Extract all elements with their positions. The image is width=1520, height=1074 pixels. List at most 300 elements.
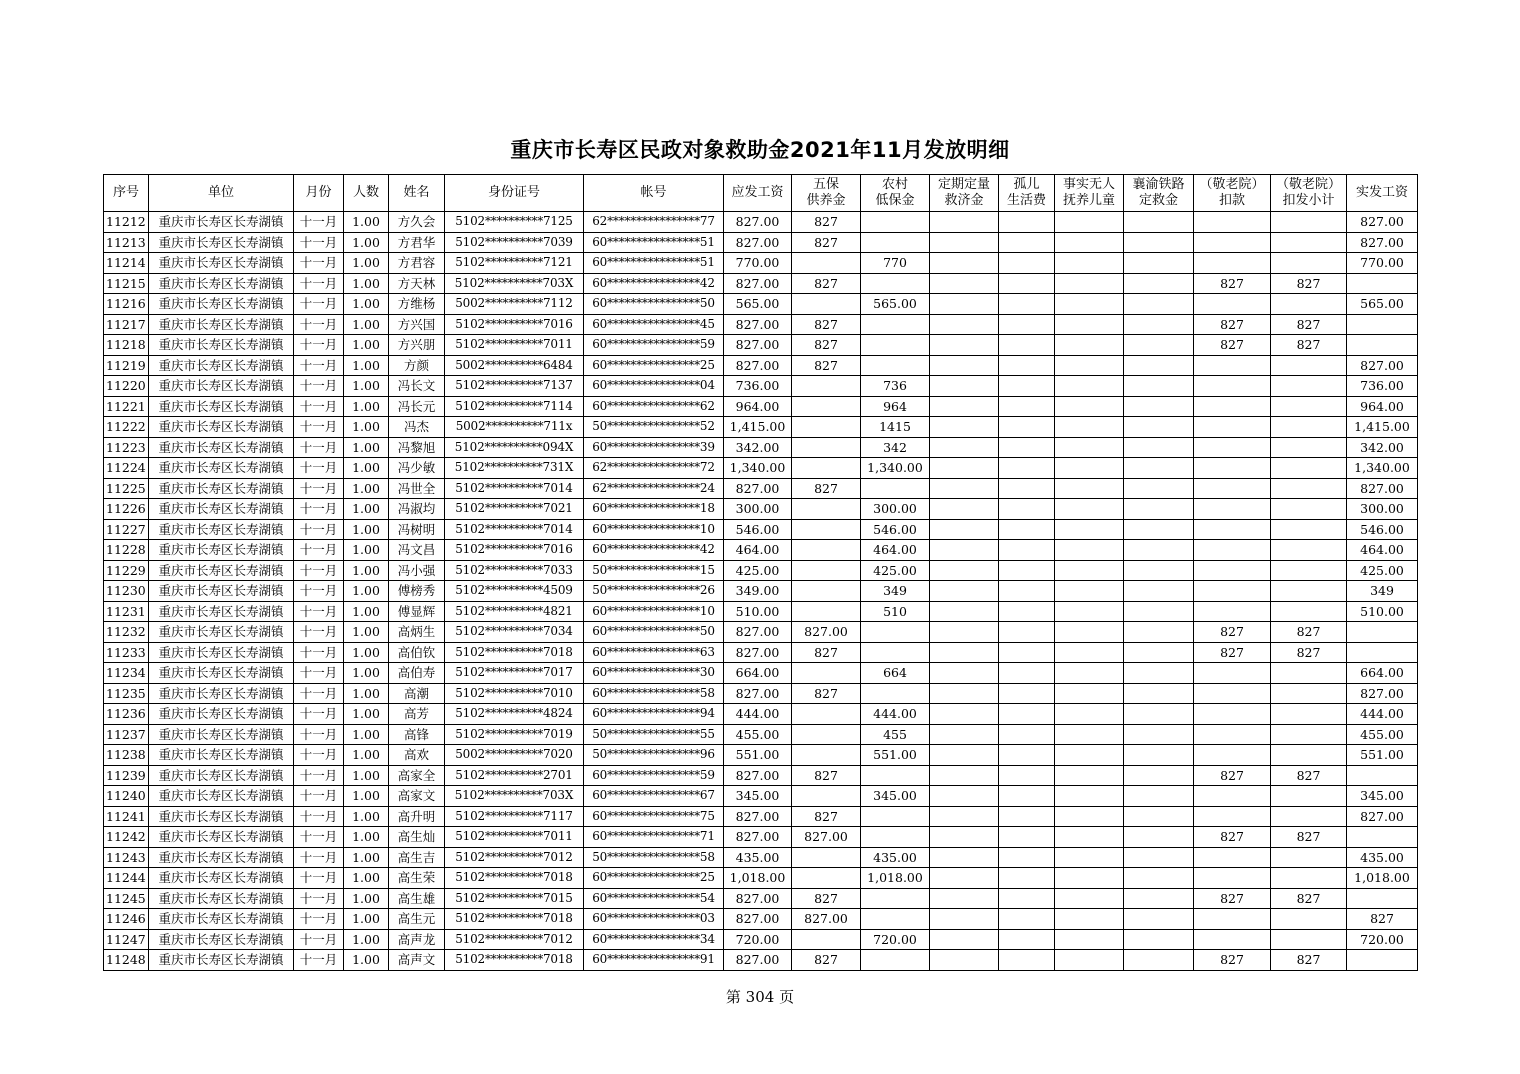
cell-guer (999, 540, 1055, 561)
cell-dibao: 565.00 (861, 294, 930, 315)
cell-guer (999, 683, 1055, 704)
cell-month: 十一月 (294, 704, 344, 725)
cell-month: 十一月 (294, 745, 344, 766)
cell-shishi (1055, 253, 1124, 274)
cell-guer (999, 314, 1055, 335)
cell-unit: 重庆市长寿区长寿湖镇 (149, 417, 294, 438)
cell-payable: 827.00 (724, 683, 792, 704)
cell-shishi (1055, 765, 1124, 786)
cell-payable: 827.00 (724, 950, 792, 971)
cell-count: 1.00 (344, 273, 389, 294)
cell-payable: 444.00 (724, 704, 792, 725)
cell-dingqi (930, 273, 999, 294)
cell-wubao: 827 (792, 683, 861, 704)
table-row (104, 519, 1418, 540)
cell-dibao: 349 (861, 581, 930, 602)
cell-name: 冯淑均 (389, 499, 445, 520)
cell-xiangyu (1124, 745, 1194, 766)
cell-seq: 11243 (104, 847, 149, 868)
cell-shishi (1055, 355, 1124, 376)
cell-acct: 60****************54 (584, 888, 724, 909)
cell-month: 十一月 (294, 888, 344, 909)
cell-id: 5102**********7012 (445, 929, 584, 950)
cell-count: 1.00 (344, 560, 389, 581)
cell-unit: 重庆市长寿区长寿湖镇 (149, 683, 294, 704)
cell-deduct (1194, 253, 1271, 274)
cell-wubao (792, 601, 861, 622)
cell-payable: 720.00 (724, 929, 792, 950)
cell-payable: 464.00 (724, 540, 792, 561)
cell-seq: 11247 (104, 929, 149, 950)
cell-shishi (1055, 950, 1124, 971)
col-header-shishi: 事实无人 抚养儿童 (1055, 175, 1124, 212)
cell-xiangyu (1124, 417, 1194, 438)
cell-unit: 重庆市长寿区长寿湖镇 (149, 335, 294, 356)
cell-deduct-sub (1271, 847, 1347, 868)
cell-shishi (1055, 417, 1124, 438)
cell-count: 1.00 (344, 499, 389, 520)
cell-xiangyu (1124, 335, 1194, 356)
cell-payable: 551.00 (724, 745, 792, 766)
cell-xiangyu (1124, 581, 1194, 602)
cell-name: 方君华 (389, 232, 445, 253)
cell-actual: 827 (1347, 909, 1418, 930)
table-row (104, 724, 1418, 745)
cell-id: 5102**********7114 (445, 396, 584, 417)
cell-actual (1347, 622, 1418, 643)
cell-seq: 11221 (104, 396, 149, 417)
cell-dingqi (930, 294, 999, 315)
cell-seq: 11228 (104, 540, 149, 561)
cell-name: 高伯寿 (389, 663, 445, 684)
cell-shishi (1055, 478, 1124, 499)
col-header-dibao: 农村 低保金 (861, 175, 930, 212)
cell-count: 1.00 (344, 827, 389, 848)
table-row (104, 765, 1418, 786)
cell-dibao: 510 (861, 601, 930, 622)
cell-id: 5102**********7012 (445, 847, 584, 868)
cell-acct: 60****************25 (584, 355, 724, 376)
cell-wubao: 827 (792, 765, 861, 786)
cell-dingqi (930, 806, 999, 827)
cell-payable: 435.00 (724, 847, 792, 868)
cell-acct: 60****************34 (584, 929, 724, 950)
cell-deduct-sub: 827 (1271, 642, 1347, 663)
table-header-row (104, 175, 1418, 212)
cell-wubao (792, 253, 861, 274)
cell-wubao (792, 458, 861, 479)
cell-dibao (861, 273, 930, 294)
cell-deduct: 827 (1194, 888, 1271, 909)
cell-count: 1.00 (344, 929, 389, 950)
cell-dibao: 300.00 (861, 499, 930, 520)
cell-month: 十一月 (294, 437, 344, 458)
cell-actual: 1,018.00 (1347, 868, 1418, 889)
cell-shishi (1055, 683, 1124, 704)
cell-acct: 60****************10 (584, 519, 724, 540)
cell-month: 十一月 (294, 929, 344, 950)
cell-actual: 510.00 (1347, 601, 1418, 622)
table-row (104, 232, 1418, 253)
table-row (104, 355, 1418, 376)
cell-month: 十一月 (294, 314, 344, 335)
cell-actual: 1,340.00 (1347, 458, 1418, 479)
cell-unit: 重庆市长寿区长寿湖镇 (149, 376, 294, 397)
cell-dibao (861, 950, 930, 971)
cell-wubao (792, 396, 861, 417)
cell-acct: 60****************71 (584, 827, 724, 848)
cell-count: 1.00 (344, 622, 389, 643)
cell-unit: 重庆市长寿区长寿湖镇 (149, 540, 294, 561)
cell-seq: 11216 (104, 294, 149, 315)
cell-deduct-sub: 827 (1271, 950, 1347, 971)
cell-id: 5102**********7018 (445, 642, 584, 663)
cell-month: 十一月 (294, 806, 344, 827)
table-row (104, 540, 1418, 561)
cell-id: 5102**********7014 (445, 519, 584, 540)
cell-guer (999, 642, 1055, 663)
cell-actual: 720.00 (1347, 929, 1418, 950)
cell-acct: 60****************94 (584, 704, 724, 725)
cell-shishi (1055, 396, 1124, 417)
cell-name: 高欢 (389, 745, 445, 766)
cell-payable: 827.00 (724, 888, 792, 909)
cell-deduct-sub (1271, 868, 1347, 889)
cell-count: 1.00 (344, 458, 389, 479)
cell-id: 5102**********7033 (445, 560, 584, 581)
col-header-payable: 应发工资 (724, 175, 792, 212)
cell-actual: 565.00 (1347, 294, 1418, 315)
cell-unit: 重庆市长寿区长寿湖镇 (149, 622, 294, 643)
cell-wubao (792, 704, 861, 725)
cell-xiangyu (1124, 253, 1194, 274)
cell-acct: 62****************77 (584, 212, 724, 233)
cell-dingqi (930, 786, 999, 807)
cell-dibao: 1,018.00 (861, 868, 930, 889)
cell-guer (999, 581, 1055, 602)
cell-payable: 342.00 (724, 437, 792, 458)
cell-deduct-sub (1271, 294, 1347, 315)
cell-deduct-sub (1271, 458, 1347, 479)
table-body (104, 212, 1418, 971)
cell-unit: 重庆市长寿区长寿湖镇 (149, 273, 294, 294)
table-row (104, 806, 1418, 827)
cell-seq: 11245 (104, 888, 149, 909)
cell-dibao (861, 765, 930, 786)
cell-dingqi (930, 314, 999, 335)
cell-acct: 60****************67 (584, 786, 724, 807)
cell-id: 5102**********7017 (445, 663, 584, 684)
cell-count: 1.00 (344, 868, 389, 889)
cell-count: 1.00 (344, 519, 389, 540)
cell-count: 1.00 (344, 847, 389, 868)
cell-unit: 重庆市长寿区长寿湖镇 (149, 765, 294, 786)
cell-unit: 重庆市长寿区长寿湖镇 (149, 560, 294, 581)
cell-deduct-sub: 827 (1271, 888, 1347, 909)
cell-month: 十一月 (294, 950, 344, 971)
cell-actual: 345.00 (1347, 786, 1418, 807)
col-header-actual: 实发工资 (1347, 175, 1418, 212)
cell-id: 5102**********7039 (445, 232, 584, 253)
cell-actual (1347, 827, 1418, 848)
cell-xiangyu (1124, 806, 1194, 827)
cell-name: 高潮 (389, 683, 445, 704)
cell-dingqi (930, 683, 999, 704)
cell-unit: 重庆市长寿区长寿湖镇 (149, 827, 294, 848)
cell-month: 十一月 (294, 622, 344, 643)
cell-payable: 1,415.00 (724, 417, 792, 438)
table-row (104, 622, 1418, 643)
cell-name: 高锋 (389, 724, 445, 745)
cell-month: 十一月 (294, 724, 344, 745)
cell-dibao: 551.00 (861, 745, 930, 766)
cell-actual (1347, 642, 1418, 663)
cell-guer (999, 929, 1055, 950)
cell-count: 1.00 (344, 601, 389, 622)
cell-actual: 435.00 (1347, 847, 1418, 868)
cell-unit: 重庆市长寿区长寿湖镇 (149, 581, 294, 602)
cell-actual: 827.00 (1347, 806, 1418, 827)
cell-acct: 60****************45 (584, 314, 724, 335)
cell-acct: 50****************55 (584, 724, 724, 745)
cell-seq: 11229 (104, 560, 149, 581)
cell-month: 十一月 (294, 663, 344, 684)
cell-name: 冯少敏 (389, 458, 445, 479)
cell-shishi (1055, 273, 1124, 294)
cell-deduct (1194, 499, 1271, 520)
cell-payable: 300.00 (724, 499, 792, 520)
cell-payable: 827.00 (724, 827, 792, 848)
cell-name: 傅榜秀 (389, 581, 445, 602)
cell-unit: 重庆市长寿区长寿湖镇 (149, 212, 294, 233)
cell-wubao (792, 745, 861, 766)
cell-name: 冯世全 (389, 478, 445, 499)
cell-shishi (1055, 601, 1124, 622)
cell-name: 方维杨 (389, 294, 445, 315)
cell-seq: 11230 (104, 581, 149, 602)
cell-id: 5102**********4509 (445, 581, 584, 602)
cell-name: 高家全 (389, 765, 445, 786)
cell-deduct-sub (1271, 212, 1347, 233)
cell-dingqi (930, 335, 999, 356)
cell-month: 十一月 (294, 499, 344, 520)
cell-xiangyu (1124, 376, 1194, 397)
cell-name: 冯杰 (389, 417, 445, 438)
cell-dingqi (930, 253, 999, 274)
cell-seq: 11237 (104, 724, 149, 745)
cell-deduct-sub (1271, 253, 1347, 274)
cell-seq: 11227 (104, 519, 149, 540)
cell-shishi (1055, 909, 1124, 930)
cell-actual: 1,415.00 (1347, 417, 1418, 438)
cell-wubao: 827 (792, 642, 861, 663)
cell-count: 1.00 (344, 581, 389, 602)
cell-shishi (1055, 212, 1124, 233)
cell-wubao: 827 (792, 314, 861, 335)
col-header-month: 月份 (294, 175, 344, 212)
cell-name: 冯黎旭 (389, 437, 445, 458)
cell-name: 方颜 (389, 355, 445, 376)
table-row (104, 581, 1418, 602)
cell-unit: 重庆市长寿区长寿湖镇 (149, 642, 294, 663)
cell-dingqi (930, 458, 999, 479)
cell-payable: 455.00 (724, 724, 792, 745)
relief-payment-table (103, 174, 1418, 971)
cell-payable: 770.00 (724, 253, 792, 274)
cell-acct: 60****************75 (584, 806, 724, 827)
cell-actual: 736.00 (1347, 376, 1418, 397)
cell-dibao: 720.00 (861, 929, 930, 950)
cell-dingqi (930, 499, 999, 520)
cell-payable: 510.00 (724, 601, 792, 622)
cell-xiangyu (1124, 437, 1194, 458)
cell-deduct-sub (1271, 745, 1347, 766)
cell-deduct (1194, 929, 1271, 950)
cell-payable: 827.00 (724, 642, 792, 663)
cell-id: 5102**********703X (445, 786, 584, 807)
cell-guer (999, 909, 1055, 930)
cell-dibao (861, 314, 930, 335)
cell-month: 十一月 (294, 519, 344, 540)
cell-shishi (1055, 663, 1124, 684)
cell-dingqi (930, 642, 999, 663)
cell-unit: 重庆市长寿区长寿湖镇 (149, 294, 294, 315)
cell-shishi (1055, 847, 1124, 868)
cell-unit: 重庆市长寿区长寿湖镇 (149, 950, 294, 971)
table-row (104, 396, 1418, 417)
cell-acct: 60****************03 (584, 909, 724, 930)
cell-payable: 964.00 (724, 396, 792, 417)
cell-count: 1.00 (344, 909, 389, 930)
table-row (104, 704, 1418, 725)
cell-dingqi (930, 745, 999, 766)
cell-id: 5102**********7018 (445, 909, 584, 930)
cell-dibao: 770 (861, 253, 930, 274)
cell-acct: 50****************58 (584, 847, 724, 868)
cell-seq: 11215 (104, 273, 149, 294)
cell-shishi (1055, 499, 1124, 520)
cell-count: 1.00 (344, 253, 389, 274)
cell-id: 5102**********7011 (445, 335, 584, 356)
cell-dibao: 964 (861, 396, 930, 417)
cell-deduct-sub (1271, 478, 1347, 499)
cell-dibao (861, 683, 930, 704)
cell-deduct (1194, 519, 1271, 540)
cell-xiangyu (1124, 273, 1194, 294)
cell-seq: 11222 (104, 417, 149, 438)
cell-month: 十一月 (294, 868, 344, 889)
cell-actual: 444.00 (1347, 704, 1418, 725)
cell-wubao (792, 560, 861, 581)
cell-dingqi (930, 663, 999, 684)
cell-wubao (792, 417, 861, 438)
cell-seq: 11234 (104, 663, 149, 684)
page-number: 第 304 页 (725, 988, 795, 1006)
cell-dibao: 425.00 (861, 560, 930, 581)
cell-dibao: 342 (861, 437, 930, 458)
cell-deduct-sub (1271, 909, 1347, 930)
cell-guer (999, 355, 1055, 376)
cell-deduct: 827 (1194, 765, 1271, 786)
cell-seq: 11225 (104, 478, 149, 499)
cell-seq: 11233 (104, 642, 149, 663)
cell-actual: 464.00 (1347, 540, 1418, 561)
cell-shishi (1055, 724, 1124, 745)
cell-name: 冯文昌 (389, 540, 445, 561)
cell-count: 1.00 (344, 212, 389, 233)
cell-shishi (1055, 642, 1124, 663)
cell-deduct-sub: 827 (1271, 335, 1347, 356)
cell-deduct (1194, 663, 1271, 684)
cell-dibao (861, 622, 930, 643)
cell-unit: 重庆市长寿区长寿湖镇 (149, 929, 294, 950)
cell-guer (999, 868, 1055, 889)
cell-deduct-sub (1271, 560, 1347, 581)
cell-month: 十一月 (294, 847, 344, 868)
cell-acct: 62****************24 (584, 478, 724, 499)
cell-payable: 1,018.00 (724, 868, 792, 889)
cell-unit: 重庆市长寿区长寿湖镇 (149, 663, 294, 684)
cell-count: 1.00 (344, 683, 389, 704)
cell-unit: 重庆市长寿区长寿湖镇 (149, 478, 294, 499)
cell-guer (999, 335, 1055, 356)
cell-guer (999, 417, 1055, 438)
cell-payable: 546.00 (724, 519, 792, 540)
cell-deduct-sub (1271, 601, 1347, 622)
cell-month: 十一月 (294, 253, 344, 274)
table-row (104, 560, 1418, 581)
cell-guer (999, 499, 1055, 520)
cell-id: 5002**********7112 (445, 294, 584, 315)
col-header-xiangyu: 襄渝铁路 定救金 (1124, 175, 1194, 212)
cell-id: 5102**********4821 (445, 601, 584, 622)
table-row (104, 745, 1418, 766)
cell-payable: 425.00 (724, 560, 792, 581)
cell-payable: 827.00 (724, 314, 792, 335)
cell-unit: 重庆市长寿区长寿湖镇 (149, 909, 294, 930)
table-row (104, 417, 1418, 438)
cell-id: 5102**********7010 (445, 683, 584, 704)
table-row (104, 683, 1418, 704)
cell-unit: 重庆市长寿区长寿湖镇 (149, 355, 294, 376)
table-row (104, 868, 1418, 889)
cell-deduct-sub: 827 (1271, 622, 1347, 643)
cell-guer (999, 950, 1055, 971)
cell-guer (999, 704, 1055, 725)
cell-dingqi (930, 519, 999, 540)
cell-count: 1.00 (344, 232, 389, 253)
cell-dingqi (930, 581, 999, 602)
cell-seq: 11226 (104, 499, 149, 520)
cell-actual: 827.00 (1347, 355, 1418, 376)
cell-dibao: 1,340.00 (861, 458, 930, 479)
cell-dingqi (930, 950, 999, 971)
cell-guer (999, 232, 1055, 253)
col-header-dingqi: 定期定量 救济金 (930, 175, 999, 212)
cell-xiangyu (1124, 724, 1194, 745)
cell-seq: 11244 (104, 868, 149, 889)
cell-month: 十一月 (294, 273, 344, 294)
col-header-seq: 序号 (104, 175, 149, 212)
cell-seq: 11214 (104, 253, 149, 274)
cell-acct: 60****************10 (584, 601, 724, 622)
cell-unit: 重庆市长寿区长寿湖镇 (149, 601, 294, 622)
cell-acct: 60****************42 (584, 273, 724, 294)
table-row (104, 601, 1418, 622)
cell-wubao: 827 (792, 950, 861, 971)
cell-id: 5102**********7018 (445, 950, 584, 971)
cell-deduct (1194, 786, 1271, 807)
